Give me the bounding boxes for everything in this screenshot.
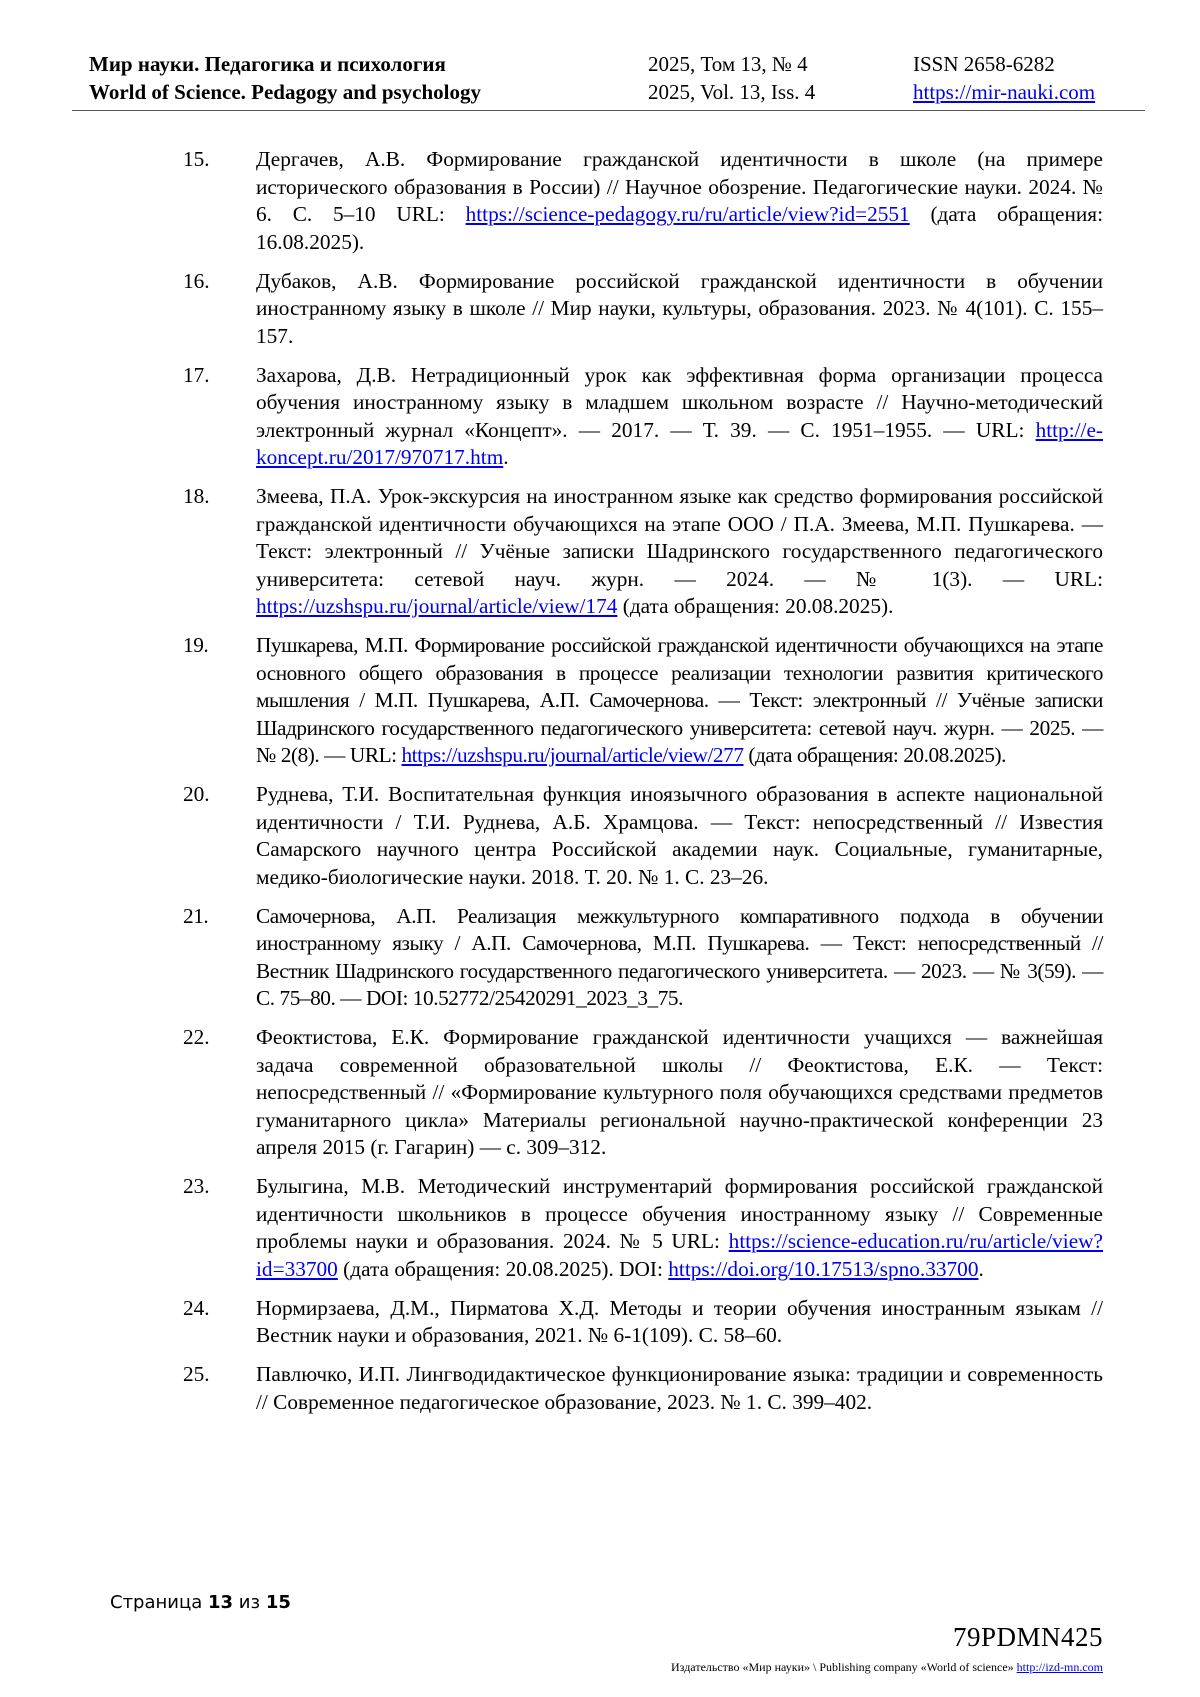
page-counter [110, 1592, 291, 1613]
reference-text [256, 781, 1103, 891]
reference-text [256, 362, 1103, 472]
reference-number: 20. [183, 782, 210, 806]
reference-item [183, 1173, 1103, 1283]
reference-link[interactable]: https://uzshspu.ru/journal/article/view/277 [401, 743, 744, 767]
reference-text-part: . [503, 445, 509, 469]
reference-item [183, 268, 1103, 351]
reference-number: 22. [183, 1025, 210, 1049]
reference-number: 25. [183, 1362, 210, 1386]
reference-text-part: (дата обращения: 20.08.2025). [617, 594, 894, 618]
reference-text-part: Нормирзаева, Д.М., Пирматова Х.Д. Методы и теории обучения иностранным языкам // Вестник науки и образования, 2021. № 6-1(109). С. 58–60. [256, 1295, 1103, 1347]
reference-item [183, 903, 1103, 1013]
reference-text [256, 1295, 1103, 1350]
reference-text-part: Пушкарева, М.П. Формирование российской гражданской идентичности обучающихся на этапе основного общего образования в процессе реализации технологии развития критического мышления / М.П. Пушкарева, А.П. Самочернова. — Текст: электронный // Учёные записки Шадринского государственного педагогического университета: сетевой науч. журн. — 2025. — № 2(8). — URL: [256, 633, 1103, 767]
reference-text-part: (дата обращения: 20.08.2025). DOI: [337, 1256, 669, 1281]
reference-number: 16. [183, 268, 210, 293]
page-word: Страница [110, 1592, 203, 1613]
reference-item [183, 1295, 1103, 1350]
reference-link[interactable]: https://uzshspu.ru/journal/article/view/174 [256, 594, 618, 618]
reference-text-part: Руднева, Т.И. Воспитательная функция иноязычного образования в аспекте национальной идентичности / Т.И. Руднева, А.Б. Храмцова. — Текст: непосредственный // Известия Самарского научного центра Российской академии наук. Социальные, гуманитарные, медико-биологические науки. 2018. Т. 20. № 1. С. 23–26. [256, 782, 1103, 889]
reference-text-part: (дата обращения: 20.08.2025). [743, 743, 1007, 767]
reference-text-part: Дергачев, А.В. Формирование гражданской идентичности в школе (на примере исторического образования в России) // Научное обозрение. Педагогические науки. 2024. № 6. С. 5–10 URL: [256, 147, 1103, 226]
reference-text [256, 146, 1103, 256]
reference-text-part: Захарова, Д.В. Нетрадиционный урок как эффективная форма организации процесса обучения иностранному языку в младшем школьном возрасте // Научно-методический электронный журнал «Концепт». — 2017. — Т. 39. — С. 1951–1955. — URL: [256, 362, 1103, 442]
reference-number: 21. [183, 903, 209, 928]
article-code: 79PDMN425 [952, 1622, 1103, 1652]
reference-text [256, 903, 1103, 1013]
page-of: из [238, 1592, 261, 1613]
reference-text-part: Змеева, П.А. Урок-экскурсия на иностранном языке как средство формирования российской гражданской идентичности обучающихся на этапе ООО / П.А. Змеева, М.П. Пушкарева. — Текст: электронный // Учёные записки Шадринского государственного педагогического университета: сетевой науч. журн. — 2024. — № 1(3). — URL: [256, 484, 1103, 591]
issue-info-en: 2025, Vol. 13, Iss. 4 [648, 80, 816, 104]
issn: ISSN 2658-6282 [913, 52, 1055, 76]
reference-text [256, 483, 1103, 621]
reference-number: 17. [183, 362, 210, 387]
reference-item [183, 781, 1103, 891]
reference-number: 18. [183, 484, 210, 508]
reference-item [183, 1024, 1103, 1162]
reference-text [256, 1173, 1103, 1283]
page-current: 13 [208, 1592, 234, 1613]
reference-text-part: Булыгина, М.В. Методический инструментарий формирования российской гражданской идентичности школьников в процессе обучения иностранному языку // Современные проблемы науки и образования. 2024. № 5 URL: [256, 1174, 1103, 1253]
reference-number: 19. [183, 633, 209, 657]
reference-item [183, 146, 1103, 256]
reference-link[interactable]: https://doi.org/10.17513/spno.33700 [668, 1256, 979, 1281]
reference-number: 23. [183, 1174, 210, 1198]
reference-link[interactable]: https://science-pedagogy.ru/ru/article/view?id=2551 [465, 202, 910, 226]
reference-text [256, 632, 1103, 770]
publisher-text: Издательство «Мир науки» \ Publishing company «World of science» [671, 1660, 1017, 1674]
reference-text-part: (дата обращения: 16.08.2025). [256, 202, 1103, 254]
reference-text-part: Павлючко, И.П. Лингводидактическое функционирование языка: традиции и современность // Современное педагогическое образование, 2023. № 1. С. 399–402. [256, 1362, 1103, 1414]
reference-text [256, 1024, 1103, 1162]
journal-site-link[interactable]: https://mir-nauki.com [913, 80, 1096, 104]
publisher-line [671, 1660, 1103, 1675]
reference-item [183, 632, 1103, 770]
page-header [72, 50, 1145, 106]
issue-info-ru: 2025, Том 13, № 4 [648, 52, 808, 76]
reference-list [183, 146, 1103, 1428]
journal-title-en: World of Science. Pedagogy and psychology [89, 80, 482, 104]
header-divider [72, 110, 1145, 111]
reference-item [183, 483, 1103, 621]
publisher-link[interactable]: http://izd-mn.com [1016, 1660, 1103, 1674]
reference-item [183, 1361, 1103, 1416]
reference-item [183, 362, 1103, 472]
header-row-ru [72, 50, 1145, 78]
header-row-en [72, 78, 1145, 106]
journal-title-ru: Мир науки. Педагогика и психология [89, 52, 446, 76]
reference-text-part: Феоктистова, Е.К. Формирование гражданской идентичности учащихся — важнейшая задача современной образовательной школы // Феоктистова, Е.К. — Текст: непосредственный // «Формирование культурного поля обучающихся средствами предметов гуманитарного цикла» Материалы региональной научно-практической конференции 23 апреля 2015 (г. Гагарин) — с. 309–312. [256, 1025, 1103, 1159]
reference-text-part: Самочернова, А.П. Реализация межкультурного компаративного подхода в обучении иностранному языку / А.П. Самочернова, М.П. Пушкарева. — Текст: непосредственный // Вестник Шадринского государственного педагогического университета. — 2023. — № 3(59). — С. 75–80. — DOI: 10.52772/25420291_2023_3_75. [256, 903, 1103, 1010]
reference-link[interactable]: http://e-koncept.ru/2017/970717.htm [256, 417, 1103, 469]
reference-text [256, 268, 1103, 351]
reference-number: 15. [183, 147, 210, 171]
reference-link[interactable]: https://science-education.ru/ru/article/view?id=33700 [256, 1229, 1103, 1281]
reference-text-part: . [978, 1256, 984, 1281]
reference-text [256, 1361, 1103, 1416]
reference-number: 24. [183, 1295, 210, 1320]
reference-text-part: Дубаков, А.В. Формирование российской гражданской идентичности в обучении иностранному языку в школе // Мир науки, культуры, образования. 2023. № 4(101). С. 155–157. [256, 268, 1103, 348]
page-total: 15 [265, 1592, 291, 1613]
